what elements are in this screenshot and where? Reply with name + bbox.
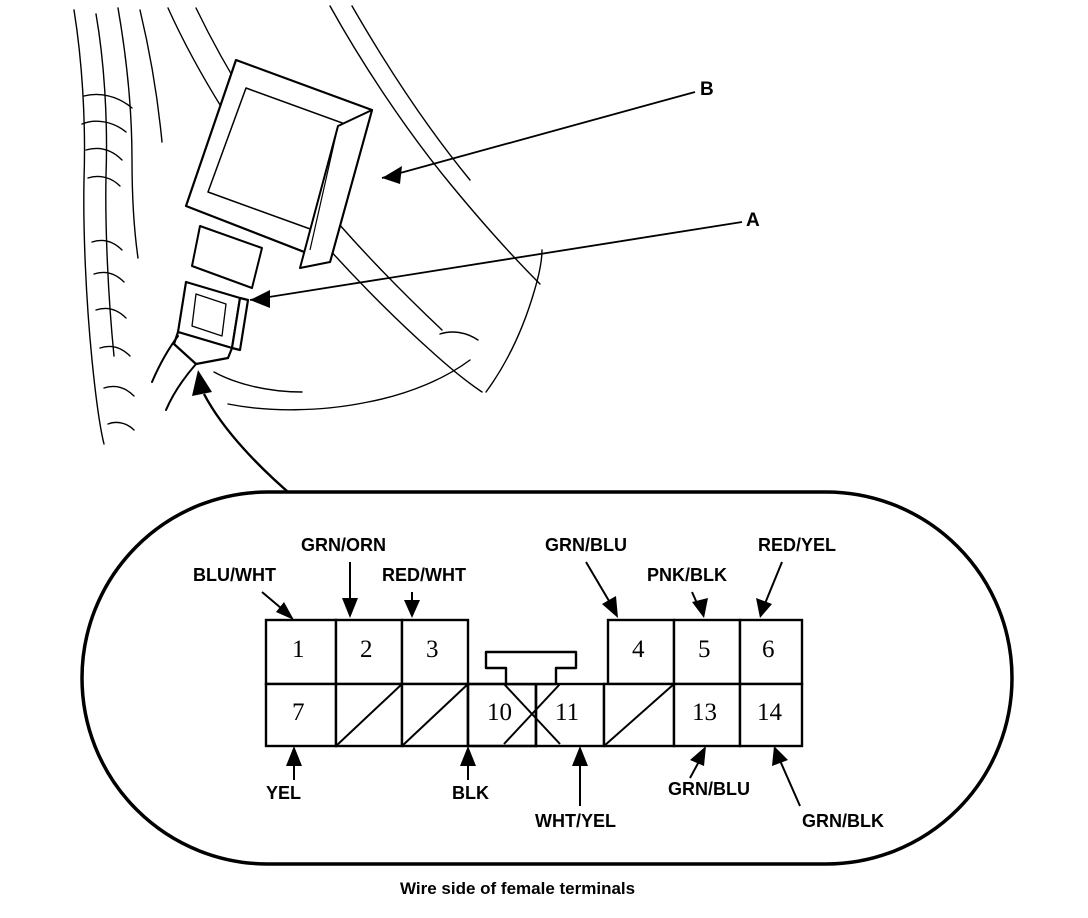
wire-label-wht-yel: WHT/YEL	[535, 811, 616, 831]
wire-label-pnk-blk: PNK/BLK	[647, 565, 727, 585]
callout-label-a: A	[746, 210, 760, 231]
wire-label-blk: BLK	[452, 783, 489, 803]
wire-label-yel: YEL	[266, 783, 302, 803]
pin-number-13: 13	[692, 699, 717, 726]
pin-number-7: 7	[292, 699, 305, 726]
figure-caption: Wire side of female terminals	[400, 879, 636, 898]
pin-number-3: 3	[426, 636, 439, 663]
wire-label-red-wht: RED/WHT	[382, 565, 466, 585]
wire-label-grn-blk: GRN/BLK	[802, 811, 884, 831]
wire-label-red-yel: RED/YEL	[758, 535, 837, 555]
pin-number-4: 4	[632, 636, 645, 663]
pin-number-5: 5	[698, 636, 711, 663]
pin-number-14: 14	[757, 699, 782, 726]
wire-label-grn-orn: GRN/ORN	[301, 535, 386, 555]
wire-label-grn-blu-top: GRN/BLU	[545, 535, 627, 555]
pin-number-10: 10	[487, 699, 512, 726]
pin-number-11: 11	[555, 699, 580, 726]
pin-number-2: 2	[360, 636, 373, 663]
callout-label-b: B	[700, 79, 714, 100]
wire-label-blu-wht: BLU/WHT	[193, 565, 276, 585]
wire-label-grn-blu-bottom: GRN/BLU	[668, 779, 750, 799]
pin-number-6: 6	[762, 636, 775, 663]
pin-number-1: 1	[292, 636, 305, 663]
